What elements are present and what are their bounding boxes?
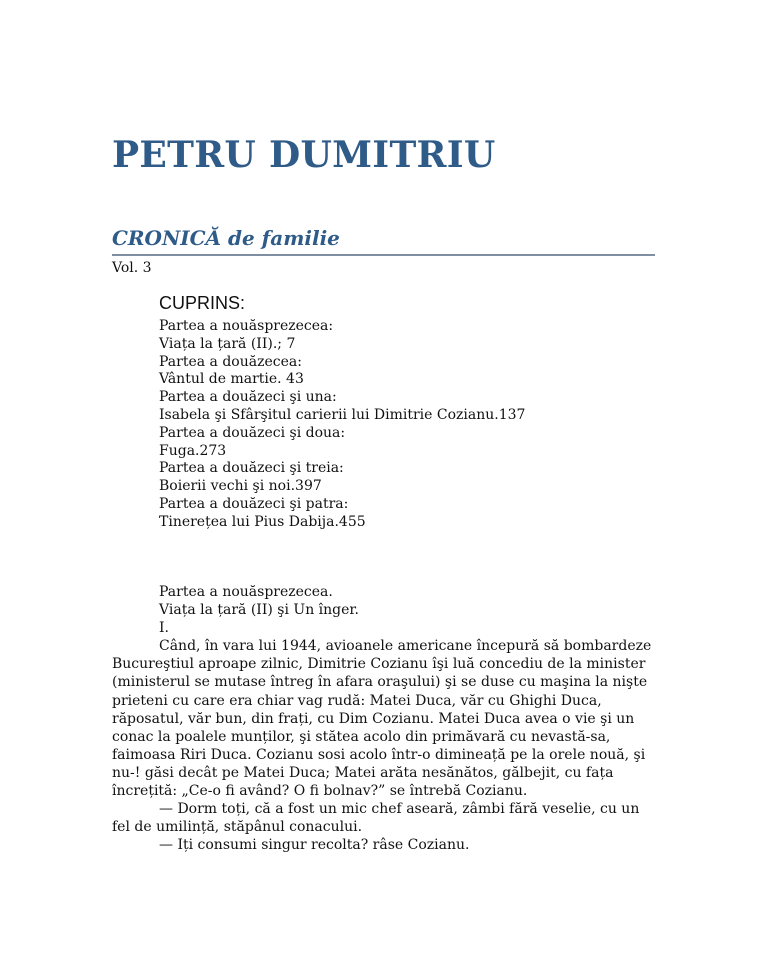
title-divider xyxy=(112,254,655,256)
toc-heading: CUPRINS: xyxy=(159,293,246,313)
chapter-number: I. xyxy=(159,620,169,637)
toc-line: Partea a douăzeci şi treia: xyxy=(159,460,344,477)
paragraph: — Iți consumi singur recolta? râse Cozianu. xyxy=(159,837,470,854)
toc-line: Fuga.273 xyxy=(159,442,227,459)
toc-line: Partea a douăzecea: xyxy=(159,353,302,370)
table-of-contents xyxy=(159,318,525,532)
author-title: PETRU DUMITRIU xyxy=(112,134,496,176)
toc-line: Boierii vechi şi noi.397 xyxy=(159,478,322,495)
chapter-title: Viața la țară (II) şi Un înger. xyxy=(159,602,360,619)
toc-line: Tinerețea lui Pius Dabija.455 xyxy=(159,513,366,530)
book-subtitle: CRONICĂ de familie xyxy=(112,226,340,250)
toc-line: Isabela şi Sfârşitul carierii lui Dimitrie Cozianu.137 xyxy=(159,406,526,423)
toc-line: Partea a nouăsprezecea: xyxy=(159,318,334,334)
paragraph: Când, în vara lui 1944, avioanele americane începură să bombardeze Bucureştiul aproape zilnic, Dimitrie Cozianu îşi luă concediu de la minister (ministerul se mutase întreg în afara oraşului) şi se duse cu maşina la nişte prieteni cu care era chiar vag rudă: Matei Duca, văr cu Ghighi Duca, răposatul, văr bun, din frați, cu Dim Cozianu. Matei Duca avea o vie şi un conac la poalele munților, şi stătea acolo din primăvară cu nevastă-sa, faimoasa Riri Duca. Cozianu sosi acolo într-o dimineață pe la orele nouă, şi nu-! găsi decât pe Matei Duca; Matei arăta nesănătos, gălbejit, cu fața încrețită: „Ce-o fi având? O fi bolnav?” se întrebă Cozianu. xyxy=(112,638,652,800)
toc-line: Partea a douăzeci şi patra: xyxy=(159,495,349,512)
volume-label: Vol. 3 xyxy=(112,260,152,276)
toc-line: Vântul de martie. 43 xyxy=(159,371,304,388)
chapter-body xyxy=(112,583,657,854)
toc-line: Partea a douăzeci şi una: xyxy=(159,389,337,406)
paragraph: — Dorm toți, că a fost un mic chef aseară, zâmbi fără veselie, cu un fel de umilință, stăpânul conacului. xyxy=(112,801,640,836)
toc-line: Partea a douăzeci şi doua: xyxy=(159,424,346,441)
chapter-part: Partea a nouăsprezecea. xyxy=(159,584,333,600)
toc-line: Viața la țară (II).; 7 xyxy=(159,335,296,352)
